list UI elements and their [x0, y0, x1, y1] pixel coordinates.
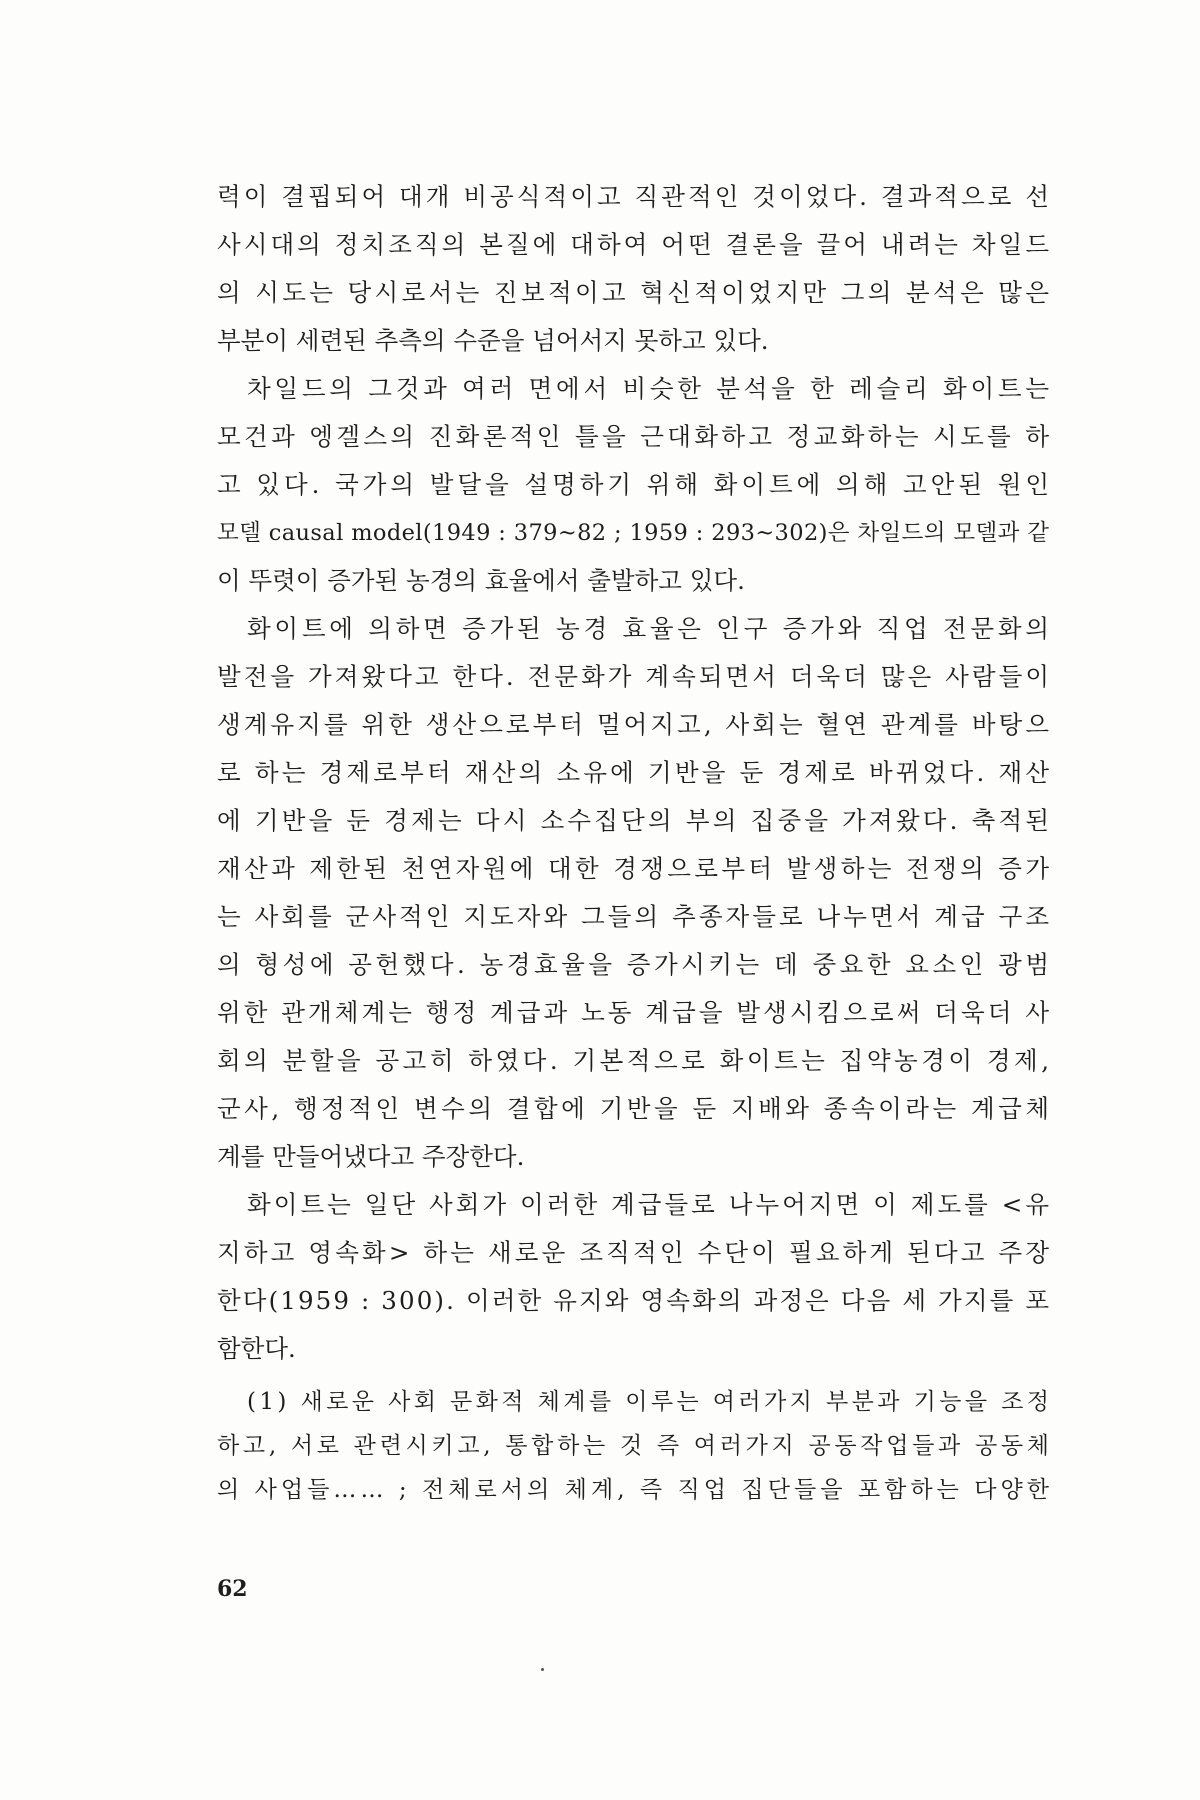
text-line: 군사, 행정적인 변수의 결합에 기반을 둔 지배와 종속이라는 계급체 [217, 1094, 1053, 1123]
text-line: 생계유지를 위한 생산으로부터 멀어지고, 사회는 혈연 관계를 바탕으 [217, 710, 1053, 739]
text-line: 계를 만들어냈다고 주장한다. [217, 1142, 525, 1171]
text-line: 함한다. [217, 1334, 296, 1363]
text-line: 사시대의 정치조직의 본질에 대하여 어떤 결론을 끌어 내려는 차일드 [217, 230, 1053, 259]
quote-line: (1) 새로운 사회 문화적 체계를 이루는 여러가지 부분과 기능을 조정 [247, 1389, 1053, 1415]
text-line: 의 형성에 공헌했다. 농경효율을 증가시키는 데 중요한 요소인 광범 [217, 950, 1053, 979]
text-line: 발전을 가져왔다고 한다. 전문화가 계속되면서 더욱더 많은 사람들이 [217, 662, 1053, 691]
text-line: 력이 결핍되어 대개 비공식적이고 직관적인 것이었다. 결과적으로 선 [217, 182, 1053, 211]
quote-line: 의 사업들…… ; 전체로서의 체계, 즉 직업 집단들을 포함하는 다양한 [217, 1477, 1054, 1503]
text-line: 위한 관개체계는 행정 계급과 노동 계급을 발생시킴으로써 더욱더 사 [217, 998, 1053, 1027]
enumerated-quote [217, 1380, 1054, 1512]
text-line: 화이트에 의하면 증가된 농경 효율은 인구 증가와 직업 전문화의 [247, 614, 1053, 643]
page-number: 62 [217, 1576, 248, 1602]
text-line: 회의 분할을 공고히 하였다. 기본적으로 화이트는 집약농경이 경제, [217, 1046, 1053, 1075]
text-line: 지하고 영속화> 하는 새로운 조직적인 수단이 필요하게 된다고 주장 [217, 1238, 1053, 1267]
text-line: 의 시도는 당시로서는 진보적이고 혁신적이었지만 그의 분석은 많은 [217, 278, 1053, 307]
text-line: 재산과 제한된 천연자원에 대한 경쟁으로부터 발생하는 전쟁의 증가 [217, 854, 1053, 883]
text-line: 고 있다. 국가의 발달을 설명하기 위해 화이트에 의해 고안된 원인 [217, 470, 1053, 499]
text-line: 한다(1959 : 300). 이러한 유지와 영속화의 과정은 다음 세 가지를 포 [217, 1286, 1052, 1315]
text-line: 로 하는 경제로부터 재산의 소유에 기반을 둔 경제로 바뀌었다. 재산 [217, 758, 1053, 787]
text-line: 화이트는 일단 사회가 이러한 계급들로 나누어지면 이 제도를 <유 [247, 1190, 1053, 1219]
print-speck [541, 1668, 544, 1671]
text-line: 는 사회를 군사적인 지도자와 그들의 추종자들로 나누면서 계급 구조 [217, 902, 1053, 931]
quote-line: 하고, 서로 관련시키고, 통합하는 것 즉 여러가지 공동작업들과 공동체 [217, 1433, 1053, 1459]
text-line: 모건과 엥겔스의 진화론적인 틀을 근대화하고 정교화하는 시도를 하 [217, 422, 1053, 451]
text-line: 모델 causal model(1949 : 379~82 ; 1959 : 293~302)은 차일드의 모델과 같 [217, 520, 1050, 546]
text-line: 차일드의 그것과 여러 면에서 비슷한 분석을 한 레슬리 화이트는 [247, 374, 1053, 403]
text-line: 부분이 세련된 추측의 수준을 넘어서지 못하고 있다. [217, 326, 769, 355]
body-text [217, 173, 1053, 1373]
text-line: 이 뚜렷이 증가된 농경의 효율에서 출발하고 있다. [217, 566, 745, 595]
text-line: 에 기반을 둔 경제는 다시 소수집단의 부의 집중을 가져왔다. 축적된 [217, 806, 1053, 835]
